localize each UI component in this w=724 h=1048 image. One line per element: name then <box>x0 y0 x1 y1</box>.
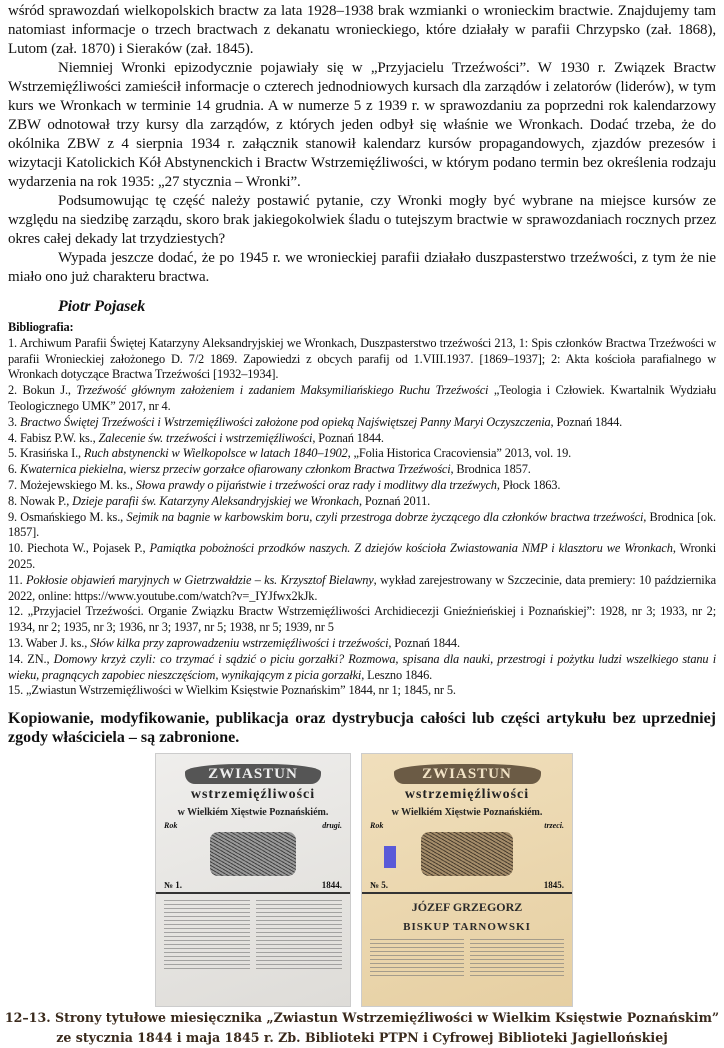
bibliography-item-text: 12. „Przyjaciel Trzeźwości. Organie Związku Bractw Wstrzemięźliwości Archidiecezji Gnieźnieńskiej i Poznańskiej”: 1928, nr 3; 1933, nr 2; 1934, nr 2; 1935, nr 3; 1936, nr 3; 1937, nr 5; 1938, nr 5; 1939, nr 5 <box>8 604 716 635</box>
bibliography-item <box>8 683 716 699</box>
bibliography-item-title: Pamiątka pobożności przodków naszych. Z dziejów kościoła Zwiastowania NMP i klasztoru we Wronkach <box>149 541 673 556</box>
article-body <box>8 0 716 747</box>
bibliography-item-text: 10. Piechota W., Pojasek P., <box>8 541 150 556</box>
masthead-banner: ZWIASTUN <box>394 764 541 784</box>
bibliography-item <box>8 604 716 636</box>
copyright-notice: Kopiowanie, modyfikowanie, publikacja oraz dystrybucja całości lub części artykułu bez uprzedniej zgody właściciela – są zabronione. <box>8 710 716 747</box>
issue-year: 1844. <box>321 880 342 891</box>
newspaper-scan-1845 <box>361 753 573 1007</box>
newspaper-scan-1844 <box>155 753 351 1007</box>
bibliography-item <box>8 431 716 447</box>
bibliography-item <box>8 510 716 542</box>
bibliography-item-text: 2. Bokun J., <box>8 383 77 398</box>
paragraph: wśród sprawozdań wielkopolskich bractw za lata 1928–1938 brak wzmianki o wronieckim bractwie. Znajdujemy tam natomiast informacje o trzech bractwach z dekanatu wronieckiego, które działały w parafii Chrzypsko (zał. 1868), Lutom (zał. 1870) i Sieraków (zał. 1845). <box>8 3 716 57</box>
bibliography-item <box>8 636 716 652</box>
bibliography-item-text: , „Folia Historica Cracoviensia” 2013, vol. 19. <box>347 446 572 461</box>
bibliography-item-title: Dzieje parafii św. Katarzyny Aleksandryjskiej we Wronkach <box>72 493 359 508</box>
bibliography-item-text: , Płock 1863. <box>496 477 561 492</box>
bibliography-item-text: 14. ZN., <box>8 651 54 666</box>
bibliography-title: Bibliografia: <box>8 320 74 334</box>
rok-label: Rok <box>164 821 178 831</box>
engraving-image <box>421 832 513 876</box>
bibliography-item-text: 6. <box>8 462 20 477</box>
bibliography-item-title: Domowy krzyż czyli: co trzymać i sądzić o piciu gorzałki? Rozmowa, spisana dla nauki, przestrogi i pożytku ludzi wszelkiego stanu i wieku, pragnących zapobiec nieszczęściom, wynikającym z picia gorzałki <box>8 651 717 682</box>
issue-number: № 5. <box>370 880 389 891</box>
bibliography-item-text: „Teologia i Człowiek. Kwartalnik Wydziału Teologicznego UMK” 2017, nr 4. <box>8 383 716 413</box>
paragraph: Niemniej Wronki epizodycznie pojawiały się w „Przyjacielu Trzeźwości”. W 1930 r. Związek Bractw Wstrzemięźliwości zamieścił informacje o czterech jednodniowych kursach dla zarządów i zelatorów (liderów), w tym kurs we Wronkach w terminie 14 grudnia. A w numerze 5 z 1939 r. w sprawozdaniu za poprzedni rok kalendarzowy ZBW odnotował trzy kursy dla zarządów, z których jeden odbył się właśnie we Wronkach. Dodać trzeba, że do okólnika ZBW z 4 sierpnia 1934 r. załącznik stanowił kalendarz kursów propagandowych, zjazdów prezesów i wizytacji Katolickich Kół Abstynenckich i Bractw Wstrzemięźliwości, w którym podano termin bez określenia rodzaju wydarzenia na rok 1935: „27 stycznia – Wronki”. <box>8 60 716 190</box>
bibliography-item-title: Słowa prawdy o pijaństwie i trzeźwości oraz rady i modlitwy dla trzeźwych <box>135 477 497 492</box>
bibliography-item-text: 13. Waber J. ks., <box>8 635 91 650</box>
bibliography-item-title: Zalecenie św. trzeźwości i wstrzemięźliwości <box>98 430 313 445</box>
heading-name: JÓZEF GRZEGORZ <box>411 900 523 915</box>
bibliography-item-title: Słów kilka przy zaprowadzeniu wstrzemięźliwości i trzeźwości <box>90 635 389 650</box>
bibliography-item-text: 15. „Zwiastun Wstrzemięźliwości w Wielkim Księstwie Poznańskim” 1844, nr 1; 1845, nr 5. <box>8 683 456 698</box>
bibliography <box>8 320 716 699</box>
bibliography-item <box>8 541 716 573</box>
bibliography-item <box>8 336 716 383</box>
paragraph: Podsumowując tę część należy postawić pytanie, czy Wronki mogły być wybrane na miejsce kursów ze względu na siedzibę zarządu, skoro brak jakiegokolwiek śladu o tutejszym bractwie w sprawozdaniach rocznych przez okres całej dekady lat trzydziestych? <box>8 193 716 247</box>
bibliography-item-text: , Leszno 1846. <box>361 667 433 682</box>
masthead-subtitle: w Wielkiém Xięstwie Poznańskiém. <box>177 807 329 819</box>
bibliography-item-text: , wykład zarejestrowany w Szczecinie, data premiery: 10 października 2022, online: https://www.youtube.com/watch?v=_IYJfwx2kJk. <box>8 572 716 603</box>
bibliography-item-text: , Poznań 1844. <box>312 430 384 445</box>
bibliography-item-text: 8. Nowak P., <box>8 493 73 508</box>
heading-title: BISKUP TARNOWSKI <box>403 921 531 934</box>
bibliography-item-text: 1. Archiwum Parafii Świętej Katarzyny Aleksandryjskiej we Wronkach, Duszpasterstwo trzeźwości 213, 1: Spis członków Bractwa Trzeźwości w parafii Wronieckiej założonego D. 7/2 1869. Zapowiedzi z obcych parafij od 1.VIII.1937. [1869–1937]; 2: Akta kościoła parafialnego w Wronkach dotyczące Bractwa Trzeźwości [1932–1934]. <box>8 335 716 382</box>
bibliography-item <box>8 383 716 415</box>
text-columns <box>156 894 350 976</box>
library-stamp <box>384 846 396 868</box>
rok-label: Rok <box>370 821 384 831</box>
issue-year: 1845. <box>543 880 564 891</box>
masthead-subtitle: w Wielkiém Xięstwie Poznańskiém. <box>391 807 543 819</box>
bibliography-item-text: , Brodnica 1857. <box>450 462 531 477</box>
bibliography-item-title: Bractwo Świętej Trzeźwości i Wstrzemięźliwości założone pod opieką Najświętszej Panny Maryi Oczyszczenia <box>19 414 551 429</box>
figure-caption <box>0 1008 724 1048</box>
bibliography-item <box>8 415 716 431</box>
engraving-image <box>210 832 295 876</box>
year-word: trzeci. <box>544 821 564 831</box>
bibliography-item-title: Pokłosie objawień maryjnych w Gietrzwałdzie – ks. Krzysztof Bielawny <box>26 572 374 587</box>
bibliography-item-text: , Poznań 2011. <box>358 493 431 508</box>
bibliography-item-text: 11. <box>8 572 26 587</box>
caption-line: 12–13. Strony tytułowe miesięcznika „Zwiastun Wstrzemięźliwości w Wielkim Księstwie Poznańskim” <box>4 1010 720 1026</box>
bibliography-item-title: Kwaternica piekielna, wiersz przeciw gorzałce ofiarowany członkom Bractwa Trzeźwości <box>19 462 451 477</box>
bibliography-item <box>8 478 716 494</box>
newspaper-scans <box>155 753 724 1007</box>
bibliography-item <box>8 494 716 510</box>
bibliography-item <box>8 446 716 462</box>
bibliography-item-title: Trzeźwość głównym założeniem i zadaniem Maksymiliańskiego Ruchu Trzeźwości <box>76 383 489 398</box>
bibliography-item <box>8 462 716 478</box>
bibliography-item-title: Sejmik na bagnie w karbowskim boru, czyli przestroga dobrze życzącego dla członków bractwa trzeźwości <box>126 509 644 524</box>
bibliography-item-text: 9. Osmańskiego M. ks., <box>8 509 127 524</box>
bibliography-item-text: 4. Fabisz P.W. ks., <box>8 430 99 445</box>
year-word: drugi. <box>322 821 342 831</box>
bibliography-item <box>8 573 716 605</box>
bibliography-item-text: 3. <box>8 414 20 429</box>
bibliography-list <box>8 336 716 699</box>
bibliography-item-text: 5. Krasińska I., <box>8 446 84 461</box>
caption-line: ze stycznia 1844 i maja 1845 r. Zb. Biblioteki PTPN i Cyfrowej Biblioteki Jagiellońskiej <box>56 1030 668 1046</box>
bibliography-item-text: , Poznań 1844. <box>550 414 623 429</box>
bibliography-item-text: , Wronki 2025. <box>8 541 717 571</box>
bibliography-item-title: Ruch abstynencki w Wielkopolsce w latach 1840–1902 <box>83 446 348 461</box>
bibliography-item-text: , Poznań 1844. <box>388 635 460 650</box>
issue-number: № 1. <box>164 880 183 891</box>
bibliography-item-text: , Brodnica [ok. 1857]. <box>8 509 717 540</box>
text-columns <box>362 933 572 985</box>
author-name: Piotr Pojasek <box>58 298 146 315</box>
masthead-title: wstrzemięźliwości <box>404 787 530 803</box>
paragraph: Wypada jeszcze dodać, że po 1945 r. we wronieckiej parafii działało duszpasterstwo trzeźwości, z tym że nie miało ono już charakteru bractwa. <box>8 250 716 285</box>
bibliography-item <box>8 652 716 684</box>
masthead-title: wstrzemięźliwości <box>190 787 316 803</box>
masthead-banner: ZWIASTUN <box>185 764 321 784</box>
bibliography-item-text: 7. Możejewskiego M. ks., <box>8 477 136 492</box>
